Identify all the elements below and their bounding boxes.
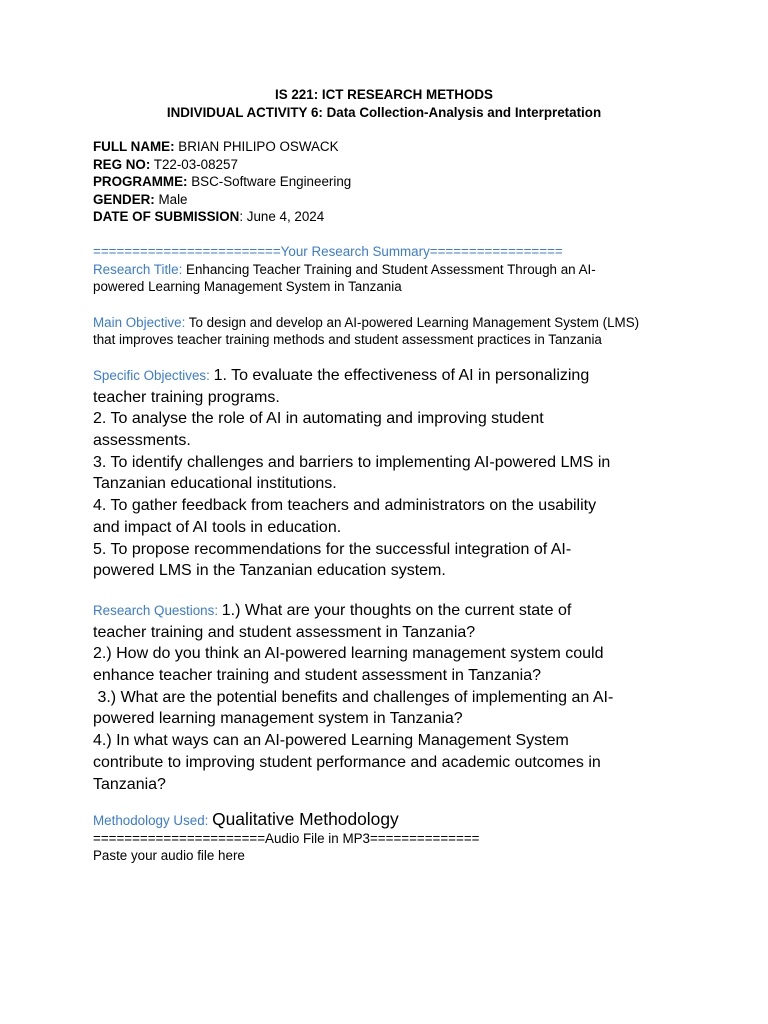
research-question-line: 2.) How do you think an AI-powered learning management system could [93,645,604,663]
specific-objectives-block [93,365,693,582]
full-name-label: FULL NAME: [93,139,175,154]
specific-objective-line: Tanzanian educational institutions. [93,475,337,493]
audio-separator: ======================Audio File in MP3============== [93,830,480,846]
research-questions-label: Research Questions: [93,602,222,618]
specific-objective-line: powered LMS in the Tanzanian education system. [93,562,446,580]
research-question-line: enhance teacher training and student assessment in Tanzania? [93,667,542,685]
document-header [0,86,768,122]
methodology-label: Methodology Used: [93,813,213,829]
gender-label: GENDER: [93,191,155,207]
main-objective-label: Main Objective: [93,314,189,330]
reg-no-value: T22-03-08257 [150,156,238,172]
submission-date-value: : June 4, 2024 [239,209,325,225]
methodology-block [93,811,693,830]
specific-objective-line: assessments. [93,432,191,450]
main-objective-line-1: To design and develop an AI-powered Learning Management System (LMS) [188,314,640,330]
main-objective-line-2: that improves teacher training methods and student assessment practices in Tanzania [93,332,602,348]
programme-value: BSC-Software Engineering [187,174,352,190]
research-question-line: contribute to improving student performance and academic outcomes in [93,753,601,771]
specific-objectives-label: Specific Objectives: [93,367,214,383]
full-name-row [93,138,693,156]
research-question-line: Tanzania? [93,775,166,793]
gender-row [93,191,693,209]
student-info [93,138,693,226]
submission-date-label: DATE OF SUBMISSION [93,209,240,225]
specific-objective-line: 5. To propose recommendations for the successful integration of AI- [93,540,572,558]
research-title-line-1: Enhancing Teacher Training and Student Assessment Through an AI- [186,261,596,277]
research-question-line: powered learning management system in Tanzania? [93,710,463,728]
specific-objective-line: 4. To gather feedback from teachers and administrators on the usability [93,497,597,515]
methodology-value: Qualitative Methodology [212,809,399,830]
research-question-line: 4.) In what ways can an AI-powered Learning Management System [93,732,569,750]
specific-objective-line: teacher training programs. [93,388,280,406]
gender-value: Male [154,191,188,207]
research-questions-block [93,600,693,795]
programme-label: PROGRAMME: [93,174,188,190]
research-title-line-2: powered Learning Management System in Tanzania [93,279,402,295]
document-body [93,138,693,865]
research-question-line: teacher training and student assessment in Tanzania? [93,623,476,641]
full-name-value: BRIAN PHILIPO OSWACK [174,139,339,154]
research-title-block [93,261,693,296]
course-title: IS 221: ICT RESEARCH METHODS [274,87,493,102]
main-objective-block [93,314,693,349]
activity-title: INDIVIDUAL ACTIVITY 6: Data Collection-Analysis and Interpretation [166,105,602,120]
reg-no-row [93,156,693,174]
specific-objective-line: and impact of AI tools in education. [93,518,342,536]
research-title-label: Research Title: [93,261,187,277]
reg-no-label: REG NO: [93,156,151,172]
programme-row [93,173,693,191]
summary-separator: ========================Your Research Summary================= [93,243,563,259]
research-question-line: 1.) What are your thoughts on the current state of [221,601,572,619]
research-question-line: 3.) What are the potential benefits and challenges of implementing an AI- [93,688,614,706]
submission-date-row [93,208,693,226]
audio-instruction: Paste your audio file here [93,848,245,864]
specific-objective-line: 1. To evaluate the effectiveness of AI in personalizing [213,366,590,384]
specific-objective-line: 2. To analyse the role of AI in automating and improving student [93,410,544,428]
specific-objective-line: 3. To identify challenges and barriers to implementing AI-powered LMS in [93,453,611,471]
